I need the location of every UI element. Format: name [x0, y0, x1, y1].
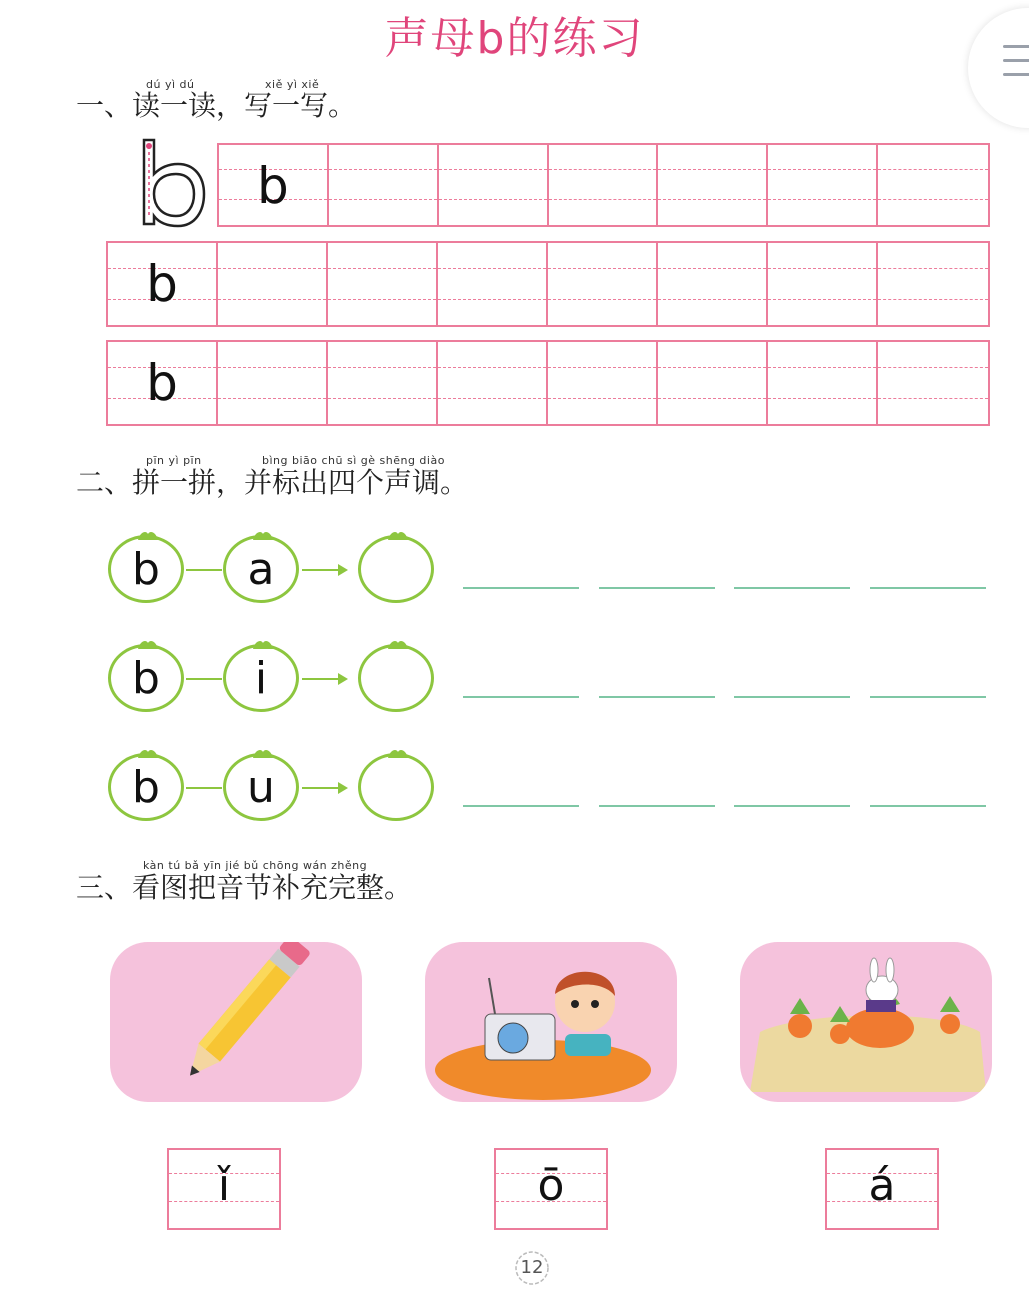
- grid-cell[interactable]: [438, 342, 548, 424]
- final-bubble: a: [223, 535, 299, 603]
- result-bubble[interactable]: [358, 753, 434, 821]
- tone-answer-line[interactable]: [734, 587, 850, 589]
- tone-answer-line[interactable]: [599, 587, 715, 589]
- page-number-badge: [510, 1248, 554, 1288]
- leaf-icon: [251, 745, 275, 757]
- final-bubble: i: [223, 644, 299, 712]
- leaf-icon: [251, 527, 275, 539]
- section3-pinyin: kàn tú bǎ yīn jié bǔ chōng wán zhěng: [143, 859, 368, 872]
- grid-cell[interactable]: [548, 243, 658, 325]
- leaf-icon: [136, 527, 160, 539]
- tone-answer-line[interactable]: [870, 696, 986, 698]
- grid-cell[interactable]: [329, 145, 439, 225]
- grid-cell[interactable]: [218, 243, 328, 325]
- grid-cell[interactable]: [658, 243, 768, 325]
- answer-box-carrot[interactable]: á: [825, 1148, 939, 1230]
- result-bubble[interactable]: [358, 644, 434, 712]
- tone-answer-line[interactable]: [734, 696, 850, 698]
- tone-answer-line[interactable]: [870, 805, 986, 807]
- grid-cell[interactable]: [108, 342, 218, 424]
- result-bubble[interactable]: [358, 535, 434, 603]
- radio-picture: [425, 942, 677, 1102]
- initial-bubble: b: [108, 535, 184, 603]
- arrow-icon: [302, 569, 346, 571]
- tone-answer-line[interactable]: [463, 805, 579, 807]
- carrot-field-picture: [740, 942, 992, 1102]
- grid-cell[interactable]: [768, 145, 878, 225]
- leaf-icon: [386, 636, 410, 648]
- letter-b-stroke-guide: [138, 136, 208, 228]
- section1-heading: 一、读一读，写一写。: [76, 89, 357, 122]
- section2-heading: 二、拼一拼，并标出四个声调。: [76, 466, 469, 499]
- grid-letter: b: [146, 255, 178, 313]
- tone-answer-line[interactable]: [734, 805, 850, 807]
- page-title: 声母b的练习: [384, 13, 645, 64]
- grid-letter: b: [146, 354, 178, 412]
- tone-answer-line[interactable]: [463, 696, 579, 698]
- answer-box-pencil[interactable]: ǐ: [167, 1148, 281, 1230]
- leaf-icon: [386, 527, 410, 539]
- pencil-picture: [110, 942, 362, 1102]
- section2-pinyin-a: pīn yì pīn: [146, 454, 202, 467]
- grid-cell[interactable]: [658, 145, 768, 225]
- arrow-icon: [302, 678, 346, 680]
- leaf-icon: [136, 636, 160, 648]
- grid-cell[interactable]: [438, 243, 548, 325]
- grid-cell[interactable]: [878, 145, 988, 225]
- final-bubble: u: [223, 753, 299, 821]
- grid-cell[interactable]: [878, 243, 988, 325]
- section1-pinyin-b: xiě yì xiě: [265, 78, 320, 91]
- leaf-icon: [251, 636, 275, 648]
- page-number: 12: [520, 1257, 544, 1278]
- initial-bubble: b: [108, 753, 184, 821]
- section1-pinyin-a: dú yì dú: [146, 78, 195, 91]
- grid-cell[interactable]: [768, 243, 878, 325]
- tone-answer-line[interactable]: [599, 805, 715, 807]
- section3-heading: 三、看图把音节补充完整。: [76, 871, 413, 904]
- menu-icon[interactable]: [1003, 45, 1029, 87]
- grid-cell[interactable]: [768, 342, 878, 424]
- connector-line: [186, 787, 222, 789]
- grid-letter: b: [257, 157, 289, 215]
- connector-line: [186, 678, 222, 680]
- grid-cell[interactable]: [548, 342, 658, 424]
- answer-box-radio[interactable]: ō: [494, 1148, 608, 1230]
- leaf-icon: [386, 745, 410, 757]
- tone-answer-line[interactable]: [463, 587, 579, 589]
- grid-cell[interactable]: [878, 342, 988, 424]
- grid-cell[interactable]: [439, 145, 549, 225]
- connector-line: [186, 569, 222, 571]
- grid-cell[interactable]: [328, 243, 438, 325]
- grid-cell[interactable]: [328, 342, 438, 424]
- grid-cell[interactable]: [218, 342, 328, 424]
- grid-cell[interactable]: [658, 342, 768, 424]
- tone-answer-line[interactable]: [599, 696, 715, 698]
- arrow-icon: [302, 787, 346, 789]
- grid-cell[interactable]: [219, 145, 329, 225]
- grid-cell[interactable]: [549, 145, 659, 225]
- writing-grid-row-3: [106, 340, 990, 426]
- tone-answer-line[interactable]: [870, 587, 986, 589]
- initial-bubble: b: [108, 644, 184, 712]
- grid-cell[interactable]: [108, 243, 218, 325]
- writing-grid-row-2: [106, 241, 990, 327]
- leaf-icon: [136, 745, 160, 757]
- writing-grid-row-1: [217, 143, 990, 227]
- section2-pinyin-b: bìng biāo chū sì gè shēng diào: [262, 454, 445, 467]
